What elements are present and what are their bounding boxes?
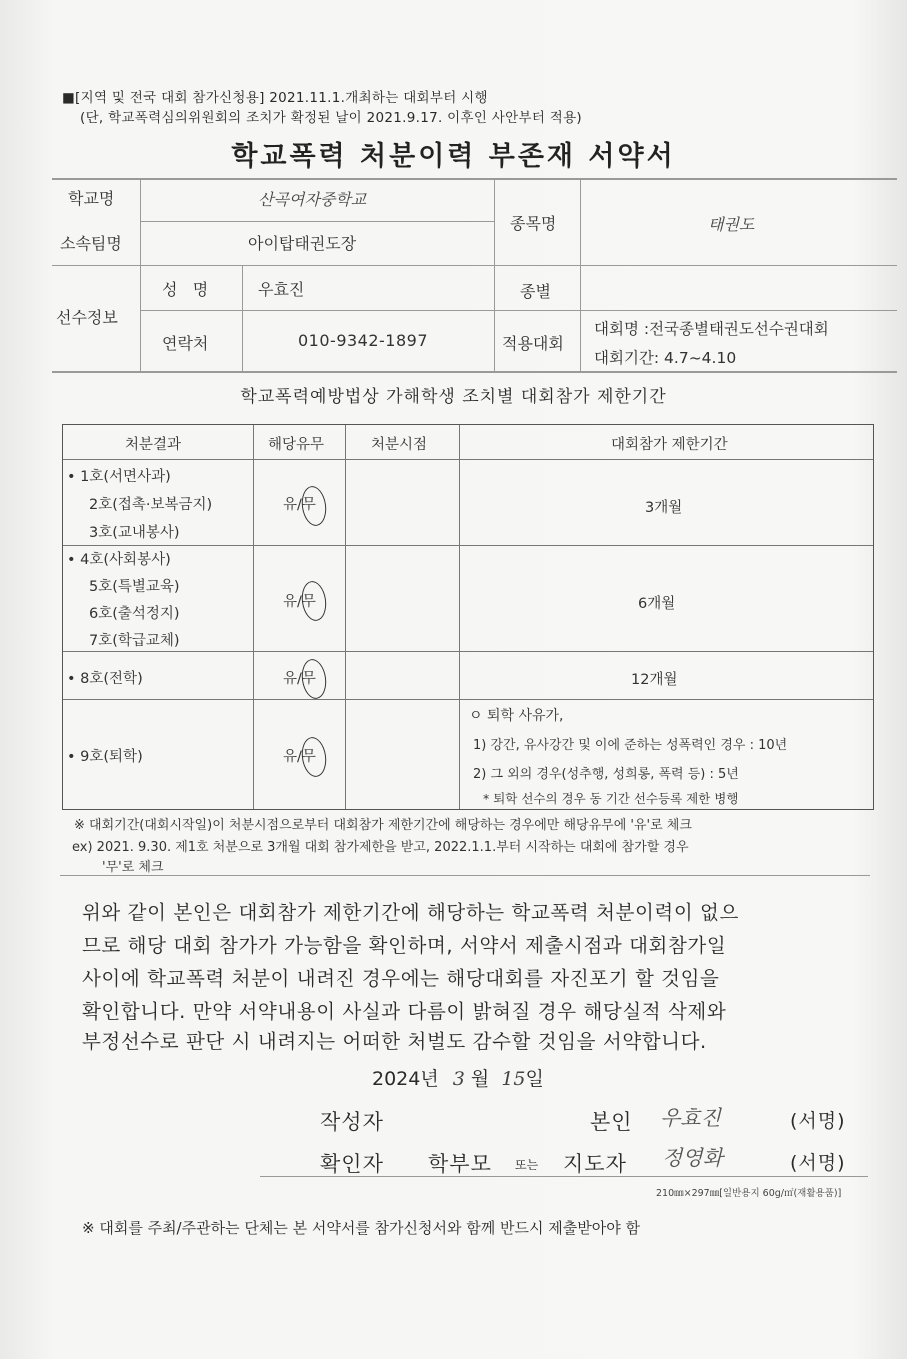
row1-item3: 3호(교내봉사)	[89, 525, 180, 541]
row2-period: 6개월	[638, 596, 676, 612]
row1-item2: 2호(접촉·보복금지)	[89, 497, 213, 513]
date-line: 2024년 3 월 15일	[372, 1068, 544, 1090]
header-line2: (단, 학교폭력심의위원회의 조치가 확정된 날이 2021.9.17. 이후인 사안부터 적용)	[80, 110, 582, 126]
row4-period-line4: * 퇴학 선수의 경우 동 기간 선수등록 제한 병행	[483, 791, 739, 806]
date-day: 15	[501, 1068, 526, 1090]
row2-yn: 유/무	[283, 594, 316, 610]
sign-mark-2: (서명)	[790, 1152, 846, 1174]
pledge-line-1: 위와 같이 본인은 대회참가 제한기간에 해당하는 학교폭력 처분이력이 없으	[82, 901, 739, 924]
header-line1: ■[지역 및 전국 대회 참가신청용] 2021.11.1.개최하는 대회부터 시행	[62, 90, 488, 106]
confirmer-label: 확인자	[320, 1152, 384, 1176]
competition-name: 대회명 :전국종별태권도선수권대회	[594, 320, 829, 338]
pledge-line-4: 확인합니다. 만약 서약내용이 사실과 다름이 밝혀질 경우 해당실적 삭제와	[82, 1000, 727, 1023]
row2-check-circle	[299, 580, 328, 623]
date-year: 2024	[372, 1068, 421, 1090]
coach-label: 지도자	[563, 1152, 627, 1176]
bottom-rule	[260, 1176, 868, 1177]
info-table	[52, 178, 897, 372]
date-month: 3	[452, 1068, 465, 1090]
row1-item1: • 1호(서면사과)	[67, 469, 171, 485]
event-value: 태권도	[708, 215, 755, 234]
player-label: 선수정보	[56, 308, 118, 327]
row3-yn: 유/무	[283, 671, 316, 687]
school-value: 산곡여자중학교	[258, 190, 367, 209]
row4-item1: • 9호(퇴학)	[67, 749, 143, 765]
row3-check-circle	[299, 658, 328, 701]
row4-period-line3: 2) 그 외의 경우(성추행, 성희롱, 폭력 등) : 5년	[473, 767, 739, 782]
school-label: 학교명	[68, 189, 115, 208]
note-2: ex) 2021. 9.30. 제1호 처분으로 3개월 대회 참가제한을 받고, 2022.1.1.부터 시작하는 대회에 참가할 경우	[72, 840, 689, 855]
restriction-subtitle: 학교폭력예방법상 가해학생 조치별 대회참가 제한기간	[240, 387, 667, 407]
row2-item1: • 4호(사회봉사)	[67, 552, 171, 568]
note-3: '무'로 체크	[102, 860, 164, 875]
row3-period: 12개월	[631, 672, 678, 688]
parent-label: 학부모	[428, 1152, 492, 1176]
note-1: ※ 대회기간(대회시작일)이 처분시점으로부터 대회참가 제한기간에 해당하는 경우에만 해당유무에 '유'로 체크	[74, 818, 692, 833]
sign-mark-1: (서명)	[790, 1110, 846, 1132]
page-title: 학교폭력 처분이력 부존재 서약서	[231, 141, 676, 172]
team-value: 아이탑태권도장	[248, 234, 357, 253]
paper-spec: 210㎜×297㎜[일반용지 60g/㎡(재활용품)]	[656, 1188, 842, 1199]
writer-label: 작성자	[320, 1110, 384, 1134]
row1-yn: 유/무	[283, 497, 316, 513]
row4-check-circle	[299, 736, 328, 779]
row4-period-line1: ㅇ 퇴학 사유가,	[469, 708, 564, 724]
name-value: 우효진	[258, 280, 305, 299]
contact-value: 010-9342-1897	[298, 331, 429, 350]
competition-period: 대회기간: 4.7~4.10	[594, 349, 737, 367]
divider	[60, 875, 870, 876]
name-label: 성 명	[162, 280, 209, 299]
header-time: 처분시점	[371, 437, 428, 453]
self-label: 본인	[590, 1110, 633, 1134]
coach-signature-name: 정영화	[662, 1146, 723, 1170]
row1-check-circle	[299, 485, 328, 528]
header-period: 대회참가 제한기간	[611, 437, 728, 453]
pledge-line-3: 사이에 학교폭력 처분이 내려진 경우에는 해당대회를 자진포기 할 것임을	[82, 967, 720, 990]
competition-label: 적용대회	[502, 334, 564, 353]
header-applicable: 해당유무	[268, 437, 325, 453]
self-signature-name: 우효진	[660, 1106, 721, 1130]
row4-yn: 유/무	[283, 749, 316, 765]
gender-label: 종별	[520, 282, 551, 301]
pledge-line-2: 므로 해당 대회 참가가 가능함을 확인하며, 서약서 제출시점과 대회참가일	[82, 934, 727, 957]
row2-item3: 6호(출석정지)	[89, 606, 180, 622]
row1-period: 3개월	[645, 500, 683, 516]
row2-item4: 7호(학급교체)	[89, 633, 180, 649]
row3-item1: • 8호(전학)	[67, 671, 143, 687]
pledge-line-5: 부정선수로 판단 시 내려지는 어떠한 처벌도 감수할 것임을 서약합니다.	[82, 1030, 707, 1053]
contact-label: 연락처	[162, 334, 209, 353]
row2-item2: 5호(특별교육)	[89, 579, 180, 595]
team-label: 소속팀명	[60, 234, 122, 253]
or-label: 또는	[515, 1158, 539, 1172]
event-label: 종목명	[510, 214, 557, 233]
footer-note: ※ 대회를 주최/주관하는 단체는 본 서약서를 참가신청서와 함께 반드시 제출받아야 함	[82, 1219, 640, 1237]
row4-period-line2: 1) 강간, 유사강간 및 이에 준하는 성폭력인 경우 : 10년	[473, 738, 788, 753]
header-result: 처분결과	[125, 437, 182, 453]
sanction-table	[62, 424, 874, 810]
